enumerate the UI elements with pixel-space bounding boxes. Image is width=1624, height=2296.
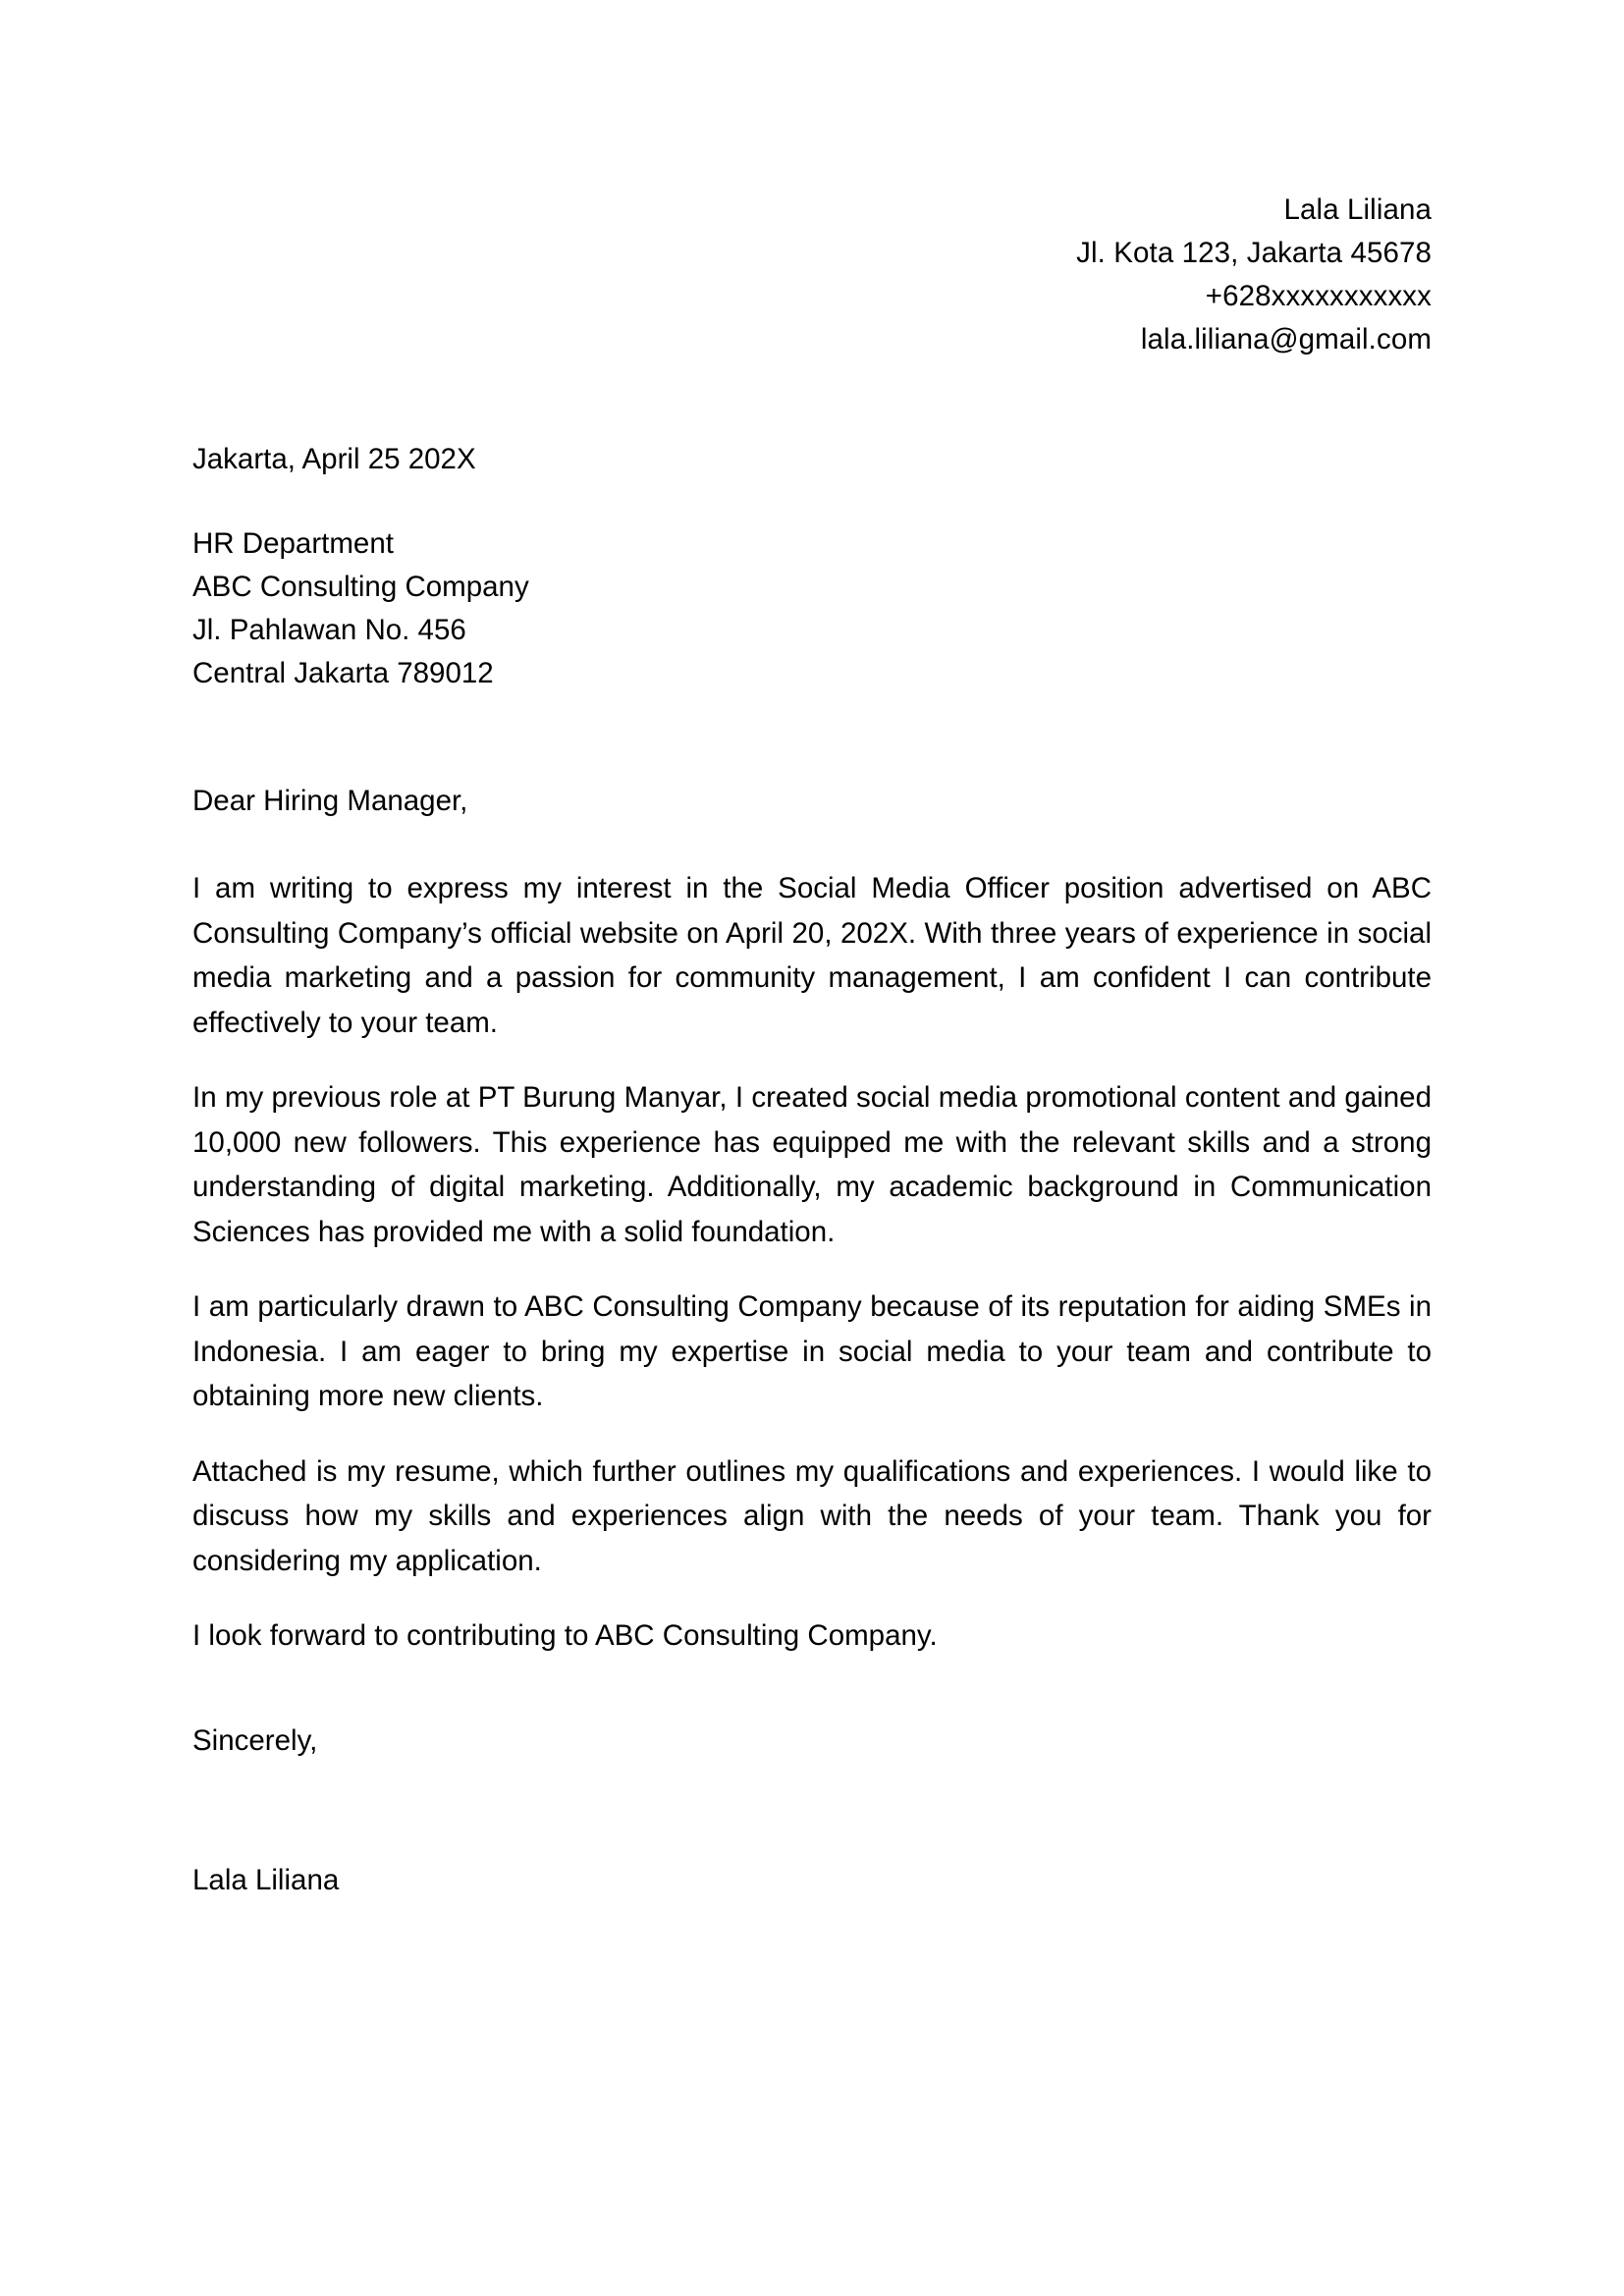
recipient-city: Central Jakarta 789012 <box>192 657 494 689</box>
body-paragraph: I am writing to express my interest in the Social Media Officer position advertised on ABC Consulting Company’s official website on April 20, 202X. With three years of experience in social media marketing and a passion for community management, I am confident I can contribute effectively to your team. <box>192 872 1432 1039</box>
sender-email: lala.liliana@gmail.com <box>1140 323 1432 355</box>
letter-content <box>192 0 1432 1902</box>
body-paragraph: I look forward to contributing to ABC Consulting Company. <box>192 1619 938 1652</box>
sender-address-block <box>192 189 1432 361</box>
sender-name: Lala Liliana <box>1283 193 1432 226</box>
letter-body <box>192 866 1432 1659</box>
recipient-department: HR Department <box>192 527 394 560</box>
recipient-street: Jl. Pahlawan No. 456 <box>192 614 466 646</box>
salutation: Dear Hiring Manager, <box>192 785 468 817</box>
letter-date: Jakarta, April 25 202X <box>192 443 476 475</box>
closing-valediction: Sincerely, <box>192 1723 318 1757</box>
recipient-address-block <box>192 522 1432 695</box>
body-paragraph: Attached is my resume, which further outlines my qualifications and experiences. I would like to discuss how my skills and experiences align with the needs of your team. Thank you for considering my application. <box>192 1454 1432 1577</box>
recipient-company: ABC Consulting Company <box>192 571 529 603</box>
signature-name: Lala Liliana <box>192 1863 340 1896</box>
sender-phone: +628xxxxxxxxxxx <box>1205 280 1432 312</box>
body-paragraph: In my previous role at PT Burung Manyar, I created social media promotional content and gained 10,000 new followers. This experience has equipped me with the relevant skills and a strong understanding of digital marketing. Additionally, my academic background in Communication Sciences has provided me with a solid foundation. <box>192 1081 1432 1248</box>
body-paragraph: I am particularly drawn to ABC Consulting Company because of its reputation for aiding SMEs in Indonesia. I am eager to bring my expertise in social media to your team and contribute to obtaining more new clients. <box>192 1290 1432 1412</box>
sender-street-address: Jl. Kota 123, Jakarta 45678 <box>1076 237 1432 269</box>
